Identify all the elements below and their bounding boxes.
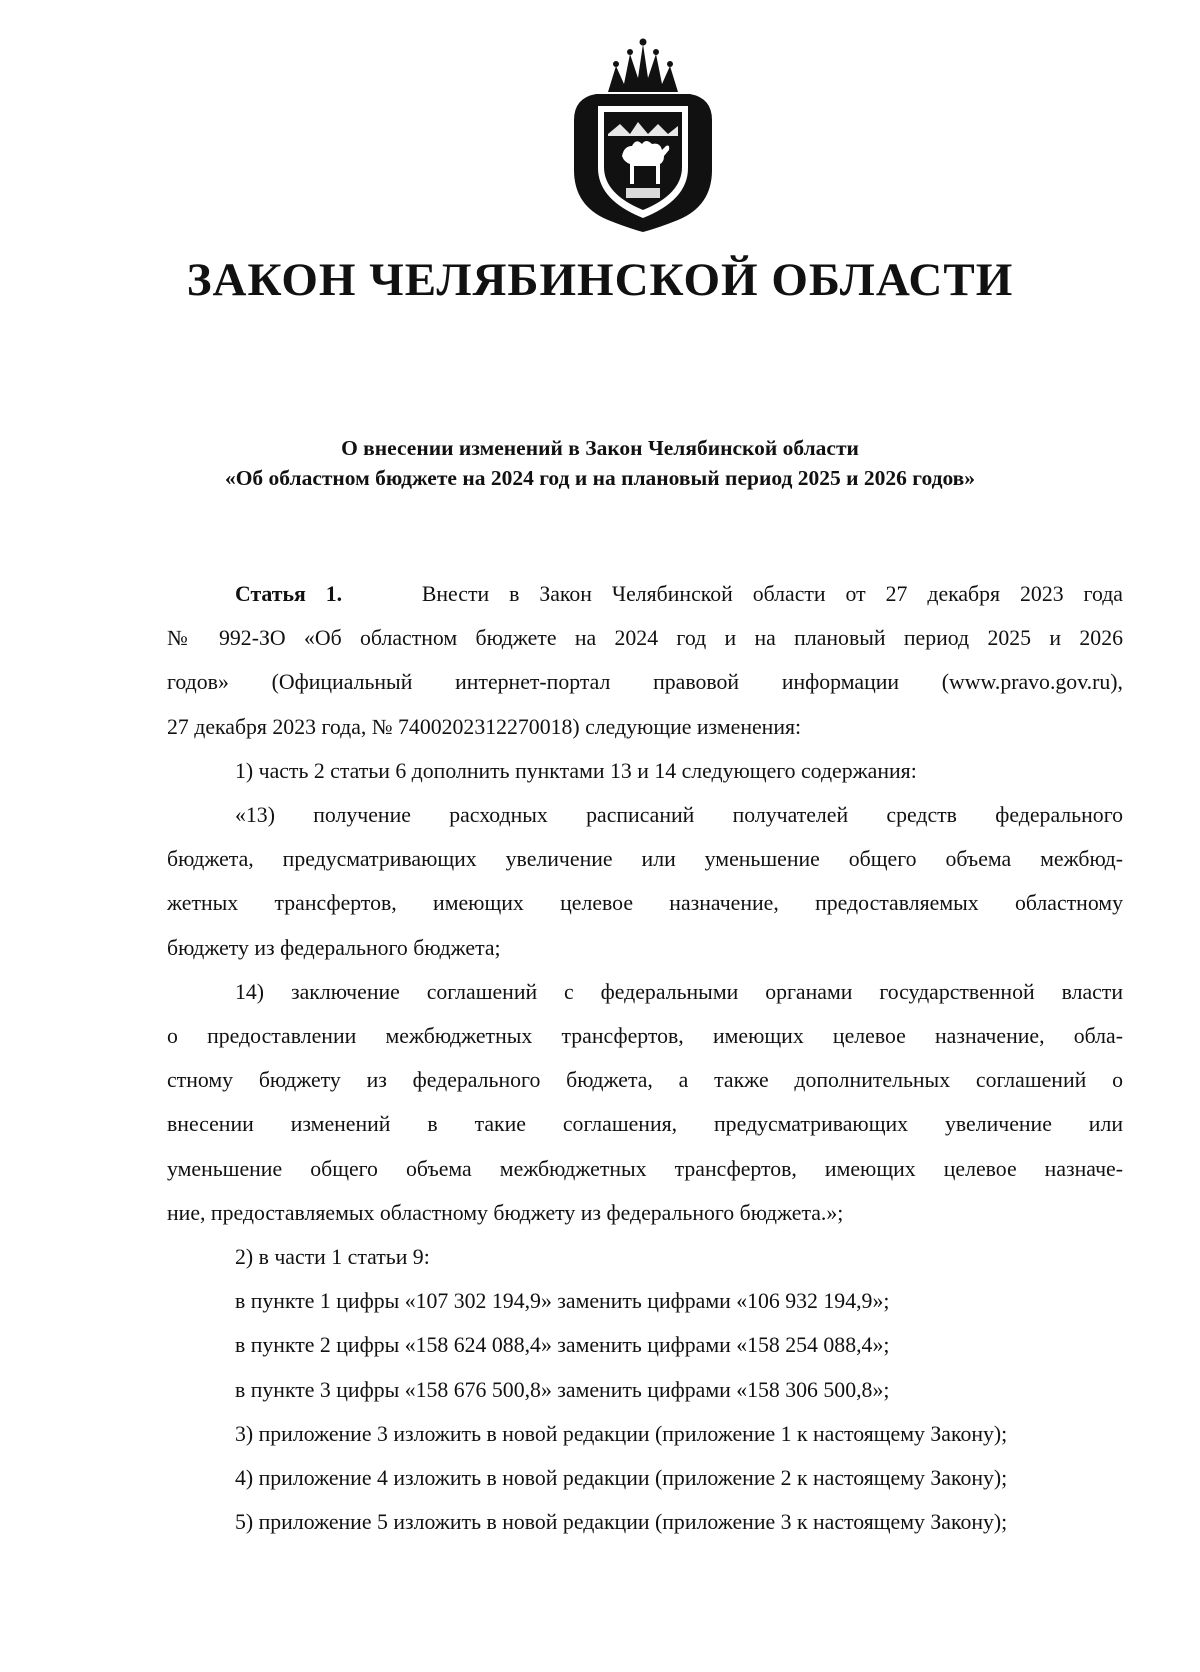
article-1-text-line: Внести в Закон Челябинской области от 27 декабря 2023 года: [421, 582, 1123, 606]
point-14-line: ние, предоставляемых областному бюджету из федерального бюджета.»;: [167, 1200, 844, 1225]
subtitle-line-1: О внесении изменений в Закон Челябинской области: [341, 436, 859, 460]
point-13-line: бюджета, предусматривающих увеличение или уменьшение общего объема межбюд-: [167, 847, 1123, 872]
article-1-paragraph: [167, 572, 1123, 749]
point-13-line: «13) получение расходных расписаний получателей средств федерального: [235, 803, 1123, 828]
subtitle-line-2: «Об областном бюджете на 2024 год и на плановый период 2025 и 2026 годов»: [224, 466, 976, 490]
point-14-line: уменьшение общего объема межбюджетных трансфертов, имеющих целевое назначе-: [167, 1156, 1123, 1181]
law-body: [167, 572, 1123, 1544]
article-1-line: годов» (Официальный интернет-портал правовой информации (www.pravo.gov.ru),: [167, 670, 1123, 695]
item-2-sub-3: в пункте 3 цифры «158 676 500,8» заменить цифрами «158 306 500,8»;: [235, 1377, 890, 1402]
item-2-sub-1: в пункте 1 цифры «107 302 194,9» заменить цифрами «106 932 194,9»;: [235, 1289, 890, 1314]
item-1-intro: 1) часть 2 статьи 6 дополнить пунктами 13 и 14 следующего содержания:: [235, 758, 917, 783]
coat-of-arms-icon: [568, 38, 718, 234]
item-2-sub-2: в пункте 2 цифры «158 624 088,4» заменить цифрами «158 254 088,4»;: [235, 1333, 890, 1358]
article-1-line: [167, 572, 1123, 616]
item-2-intro: 2) в части 1 статьи 9:: [235, 1245, 430, 1270]
item-1-point-14: [167, 970, 1123, 1235]
point-14-line: стному бюджету из федерального бюджета, а также дополнительных соглашений о: [167, 1068, 1123, 1093]
point-13-line: жетных трансфертов, имеющих целевое назначение, предоставляемых областному: [167, 891, 1123, 916]
point-14-line: о предоставлении межбюджетных трансфертов, имеющих целевое назначение, обла-: [167, 1024, 1123, 1049]
point-14-line: 14) заключение соглашений с федеральными органами государственной власти: [235, 979, 1123, 1004]
item-5: 5) приложение 5 изложить в новой редакции (приложение 3 к настоящему Закону);: [235, 1510, 1008, 1535]
point-14-line: внесении изменений в такие соглашения, предусматривающих увеличение или: [167, 1112, 1123, 1137]
item-1-point-13: [167, 793, 1123, 970]
item-3: 3) приложение 3 изложить в новой редакции (приложение 1 к настоящему Закону);: [235, 1421, 1008, 1446]
item-4: 4) приложение 4 изложить в новой редакции (приложение 2 к настоящему Закону);: [235, 1466, 1008, 1491]
point-13-line: бюджету из федерального бюджета;: [167, 935, 501, 960]
law-title: ЗАКОН ЧЕЛЯБИНСКОЙ ОБЛАСТИ: [186, 254, 1014, 306]
article-1-label: Статья 1.: [235, 582, 343, 606]
law-subtitle: [0, 433, 1200, 493]
article-1-line: № 992-ЗО «Об областном бюджете на 2024 год и на плановый период 2025 и 2026: [167, 626, 1123, 651]
article-1-line: 27 декабря 2023 года, № 7400202312270018) следующие изменения:: [167, 714, 802, 739]
